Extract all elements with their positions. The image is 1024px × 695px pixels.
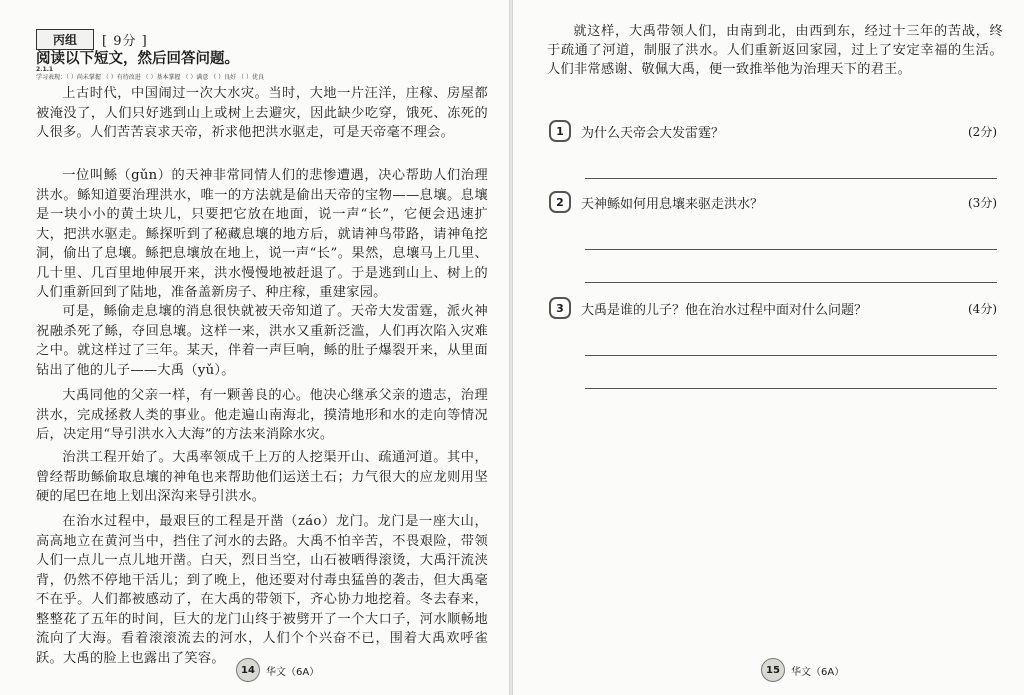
answer-line[interactable] (585, 249, 997, 250)
left-page (0, 0, 510, 695)
page-footer-right (761, 658, 844, 682)
question-1 (549, 120, 997, 179)
question-text: 为什么天帝会大发雷霆？ (581, 125, 725, 141)
footer-label: 华文（6A） (791, 666, 845, 678)
score-label: [ 9分 ] (102, 34, 148, 49)
group-label: 丙组 (36, 29, 94, 50)
page-footer-left (236, 658, 319, 682)
question-score: (4分) (968, 301, 997, 316)
question-text: 天神鲧如何用息壤来驱走洪水？ (581, 196, 764, 212)
footer-label: 华文（6A） (266, 666, 320, 678)
passage-paragraph: 大禹同他的父亲一样，有一颗善良的心。他决心继承父亲的遗志，治理洪水，完成拯救人类的事业。他走遍山南海北，摸清地形和水的走向等情况后，决定用“导引洪水入大海”的方法来消除水灾。 (36, 388, 488, 442)
question-text: 大禹是谁的儿子？他在治水过程中面对什么问题？ (581, 302, 868, 318)
page-number: 14 (236, 658, 260, 682)
instruction: 阅读以下短文，然后回答问题。 (36, 51, 239, 67)
right-page (512, 0, 1024, 695)
question-3 (549, 297, 997, 389)
question-number: 2 (549, 191, 571, 213)
question-2 (549, 191, 997, 283)
eval-code: 2.1.1 (36, 66, 54, 73)
passage-paragraph-end: 就这样，大禹带领人们，由南到北，由西到东，经过十三年的苦战，终于疏通了河道，制服了洪水。人们重新返回家园，过上了安定幸福的生活。人们非常感谢、敬佩大禹，便一致推举他为治理天下的君王。 (547, 24, 1003, 77)
answer-line[interactable] (585, 355, 997, 356)
question-number: 3 (549, 297, 571, 319)
question-number: 1 (549, 120, 571, 142)
eval-line: 学习表现：（ ）尚未掌握 （ ）有待改进 （ ）基本掌握 （ ）满意 （ ）良好 （ ）优良 (36, 74, 264, 81)
passage-paragraph: 一位叫鲧（gǔn）的天神非常同情人们的悲惨遭遇，决心帮助人们治理洪水。鲧知道要治理洪水，唯一的方法就是偷出天帝的宝物——息壤。息壤是一块小小的黄土块儿，只要把它放在地面，说一声“长”，它便会迅速扩大，把洪水驱走。鲧探听到了秘藏息壤的地方后，就请神鸟带路，请神龟挖洞，偷出了息壤。鲧把息壤放在地上，说一声“长”。果然，息壤马上几里、几十里、几百里地伸展开来，洪水慢慢地被赶退了。于是逃到山上、树上的人们重新回到了陆地，准备盖新房子、种庄稼，重建家园。 (36, 168, 488, 300)
evaluation-row (36, 66, 264, 82)
question-score: (2分) (968, 124, 997, 139)
passage-paragraph: 上古时代，中国闹过一次大水灾。当时，大地一片汪洋，庄稼、房屋都被淹没了，人们只好逃到山上或树上去避灾，因此缺少吃穿，饿死、冻死的人很多。人们苦苦哀求天帝，祈求他把洪水驱走，可是天帝毫不理会。 (36, 86, 488, 140)
answer-line[interactable] (585, 178, 997, 179)
answer-line[interactable] (585, 282, 997, 283)
passage-paragraph: 治洪工程开始了。大禹率领成千上万的人挖渠开山、疏通河道。其中，曾经帮助鲧偷取息壤的神龟也来帮助他们运送土石；力气很大的应龙则用坚硬的尾巴在地上划出深沟来导引洪水。 (36, 450, 488, 504)
passage-paragraph: 在治水过程中，最艰巨的工程是开凿（záo）龙门。龙门是一座大山，高高地立在黄河当中，挡住了河水的去路。大禹不怕辛苦，不畏艰险，带领人们一点儿一点儿地开凿。白天，烈日当空，山石被晒得滚烫，大禹汗流浃背，仍然不停地干活儿；到了晚上，他还要对付毒虫猛兽的袭击，但大禹毫不在乎。人们都被感动了，在大禹的带领下，齐心协力地挖着。冬去春来，整整花了五年的时间，巨大的龙门山终于被劈开了一个大口子，河水顺畅地流向了大海。看着滚滚流去的河水，人们个个兴奋不已，围着大禹欢呼雀跃。大禹的脸上也露出了笑容。 (36, 514, 488, 666)
answer-line[interactable] (585, 388, 997, 389)
question-score: (3分) (968, 195, 997, 210)
passage-paragraph: 可是，鲧偷走息壤的消息很快就被天帝知道了。天帝大发雷霆，派火神祝融杀死了鲧，夺回息壤。这样一来，洪水又重新泛滥，人们再次陷入灾难之中。就这样过了三年。某天，伴着一声巨响，鲧的肚子爆裂开来，从里面钻出了他的儿子——大禹（yǔ）。 (36, 304, 488, 378)
page-number: 15 (761, 658, 785, 682)
